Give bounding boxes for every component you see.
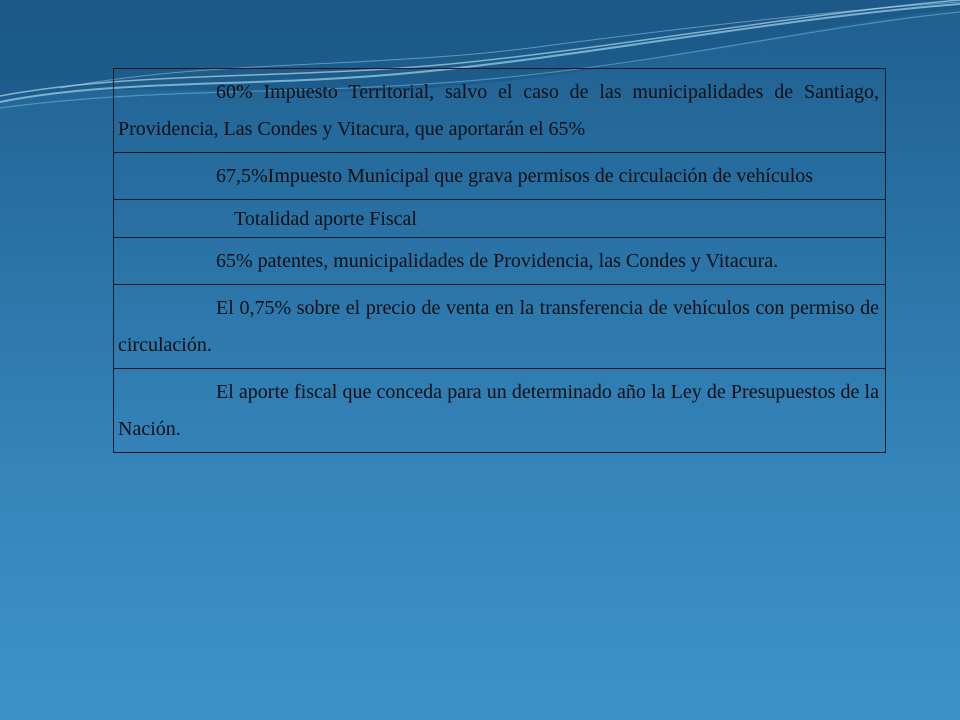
table-cell: 60% Impuesto Territorial, salvo el caso de las municipalidades de Santiago, Providencia, Las Condes y Vitacura, que aportarán el 65% — [114, 69, 886, 153]
table-cell: 67,5%Impuesto Municipal que grava permisos de circulación de vehículos — [114, 153, 886, 200]
table-row — [114, 238, 886, 285]
table-cell: 65% patentes, municipalidades de Providencia, las Condes y Vitacura. — [114, 238, 886, 285]
table-row — [114, 200, 886, 238]
table-row — [114, 153, 886, 200]
table-cell: El 0,75% sobre el precio de venta en la transferencia de vehículos con permiso de circulación. — [114, 285, 886, 369]
table-cell: El aporte fiscal que conceda para un determinado año la Ley de Presupuestos de la Nación. — [114, 369, 886, 453]
table-cell: Totalidad aporte Fiscal — [114, 200, 886, 238]
table-row — [114, 369, 886, 453]
table-row — [114, 69, 886, 153]
funding-sources-table — [113, 68, 886, 453]
table-row — [114, 285, 886, 369]
